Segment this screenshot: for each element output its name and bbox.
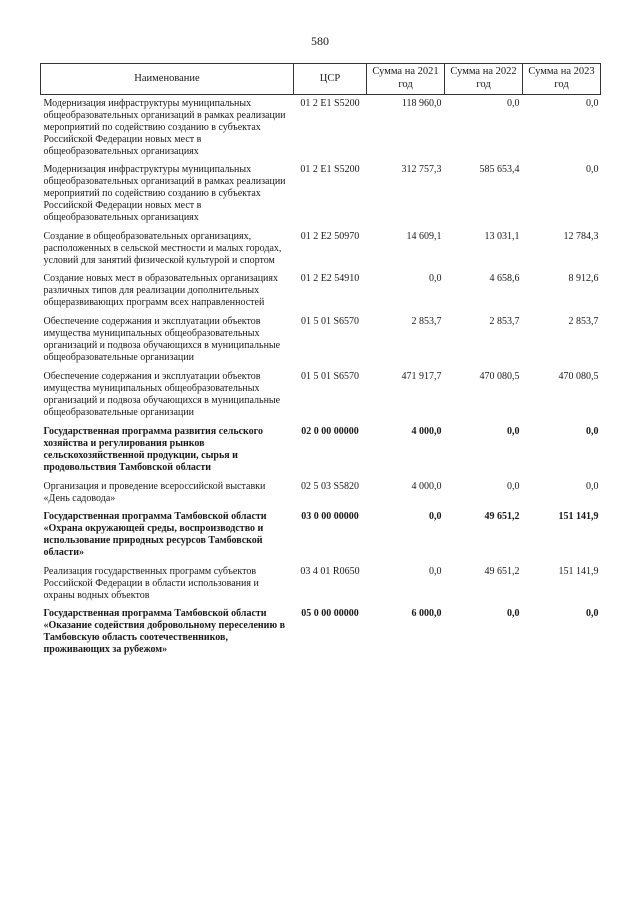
row-name: Государственная программа развития сельского хозяйства и регулирования рынков сельскохозяйственной продукции, сырья и продовольствия Тамбовской области	[43, 426, 263, 473]
row-sum-2022: 470 080,5	[479, 371, 520, 382]
row-sum-2022: 13 031,1	[484, 231, 520, 242]
row-sum-2021: 4 000,0	[411, 481, 442, 492]
row-code: 02 0 00 00000	[301, 426, 359, 437]
row-sum-2021: 0,0	[429, 273, 442, 284]
row-code: 01 2 E2 50970	[300, 231, 360, 242]
row-sum-2023: 151 141,9	[558, 511, 599, 522]
row-sum-2023: 12 784,3	[563, 231, 599, 242]
row-name: Реализация государственных программ субъектов Российской Федерации в области использования и охраны водных объектов	[43, 566, 259, 601]
row-sum-2023: 0,0	[586, 426, 599, 437]
header-sum-2022: Сумма на 2022 год	[445, 64, 523, 95]
row-sum-2021: 0,0	[429, 511, 442, 522]
row-sum-2021: 471 917,7	[401, 371, 442, 382]
row-sum-2022: 0,0	[507, 608, 520, 619]
budget-table	[40, 63, 601, 656]
row-sum-2022: 585 653,4	[479, 164, 520, 175]
row-sum-2023: 470 080,5	[558, 371, 599, 382]
header-name: Наименование	[41, 64, 294, 95]
header-sum-2021: Сумма на 2021 год	[367, 64, 445, 95]
table-row	[41, 419, 601, 474]
row-code: 05 0 00 00000	[301, 608, 359, 619]
row-name: Государственная программа Тамбовской области «Оказание содействия добровольному переселению в Тамбовскую область соотечественников, проживающих за рубежом»	[43, 608, 285, 655]
row-code: 03 0 00 00000	[301, 511, 359, 522]
row-sum-2023: 0,0	[586, 98, 599, 109]
table-body	[41, 95, 601, 657]
row-sum-2022: 4 658,6	[489, 273, 520, 284]
row-sum-2022: 49 651,2	[484, 566, 520, 577]
row-sum-2022: 0,0	[507, 481, 520, 492]
row-sum-2023: 0,0	[586, 164, 599, 175]
header-sum-2023: Сумма на 2023 год	[523, 64, 601, 95]
table-row	[41, 267, 601, 309]
row-sum-2021: 118 960,0	[401, 98, 442, 109]
row-name: Обеспечение содержания и эксплуатации объектов имущества муниципальных общеобразовательных организаций и подвоза обучающихся в муниципальные общеобразовательные организации	[43, 316, 281, 363]
row-name: Организация и проведение всероссийской выставки «День садовода»	[43, 481, 266, 504]
row-sum-2021: 0,0	[429, 566, 442, 577]
table-row	[41, 224, 601, 267]
row-name: Обеспечение содержания и эксплуатации объектов имущества муниципальных общеобразовательных организаций и подвоза обучающихся в муниципальные общеобразовательные организации	[43, 371, 281, 418]
table-row	[41, 602, 601, 656]
row-name: Создание в общеобразовательных организациях, расположенных в сельской местности и малых городах, условий для занятий физической культурой и спортом	[43, 231, 282, 266]
row-name: Модернизация инфраструктуры муниципальных общеобразовательных организаций в рамках реализации мероприятий по содействию созданию в субъектах Российской Федерации новых мест в общеобразовательных организациях	[43, 98, 286, 157]
row-sum-2023: 0,0	[586, 608, 599, 619]
row-sum-2021: 312 757,3	[401, 164, 442, 175]
row-name: Создание новых мест в образовательных организациях различных типов для реализации дополнительных общеразвивающих программ всех направленностей	[43, 273, 278, 308]
row-name: Государственная программа Тамбовской области «Охрана окружающей среды, воспроизводство и использование природных ресурсов Тамбовской области»	[43, 511, 267, 558]
row-code: 03 4 01 R0650	[300, 566, 360, 577]
table-row	[41, 309, 601, 364]
row-code: 01 5 01 S6570	[300, 316, 360, 327]
row-sum-2022: 49 651,2	[484, 511, 520, 522]
row-sum-2023: 151 141,9	[558, 566, 599, 577]
row-name: Модернизация инфраструктуры муниципальных общеобразовательных организаций в рамках реализации мероприятий по содействию созданию в субъектах Российской Федерации новых мест в общеобразовательных организациях	[43, 164, 286, 223]
row-code: 01 2 E2 54910	[300, 273, 360, 284]
table-row	[41, 474, 601, 505]
row-sum-2022: 0,0	[507, 98, 520, 109]
row-sum-2023: 2 853,7	[568, 316, 599, 327]
row-sum-2021: 6 000,0	[411, 608, 442, 619]
row-sum-2021: 4 000,0	[411, 426, 442, 437]
row-sum-2022: 0,0	[507, 426, 520, 437]
row-sum-2021: 14 609,1	[406, 231, 442, 242]
table-row	[41, 505, 601, 559]
table-header	[41, 64, 601, 95]
row-code: 01 2 E1 S5200	[300, 98, 360, 109]
row-sum-2023: 0,0	[586, 481, 599, 492]
table-row	[41, 559, 601, 602]
row-sum-2021: 2 853,7	[411, 316, 442, 327]
page-number: 580	[311, 34, 329, 48]
table-row	[41, 158, 601, 224]
table-row	[41, 95, 601, 159]
header-code: ЦСР	[294, 64, 367, 95]
table-row	[41, 364, 601, 419]
row-code: 02 5 03 S5820	[300, 481, 360, 492]
row-code: 01 2 E1 S5200	[300, 164, 360, 175]
row-sum-2023: 8 912,6	[568, 273, 599, 284]
row-sum-2022: 2 853,7	[489, 316, 520, 327]
row-code: 01 5 01 S6570	[300, 371, 360, 382]
